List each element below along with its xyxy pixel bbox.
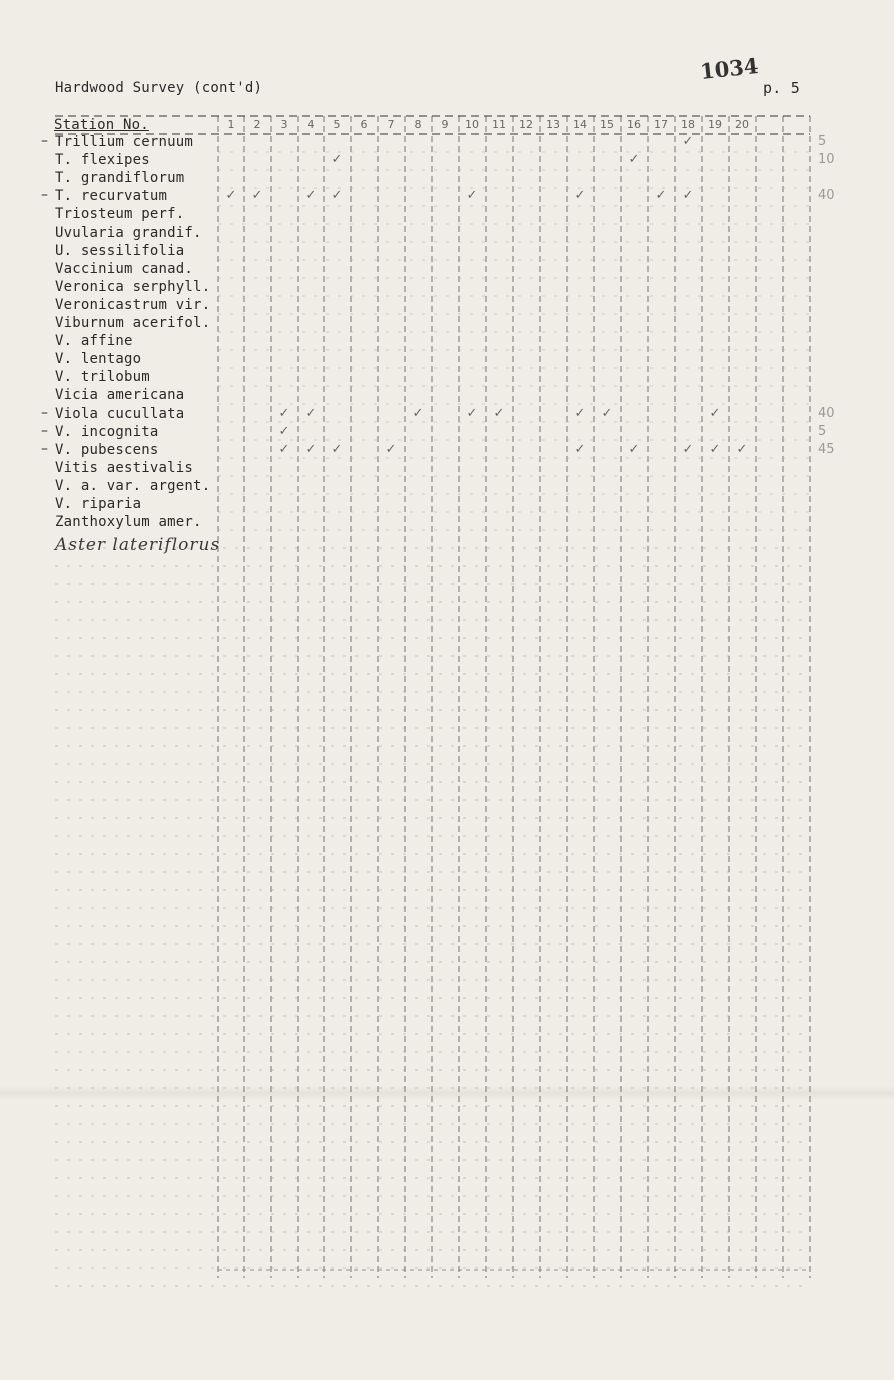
- species-name: V. trilobum: [55, 369, 150, 386]
- reference-number: 1034: [698, 53, 760, 84]
- check-mark-icon: ✓: [305, 405, 317, 421]
- species-name: Uvularia grandif.: [55, 224, 202, 241]
- selection-dash-mark: –: [41, 440, 48, 457]
- station-number: 11: [492, 118, 506, 131]
- check-mark-icon: ✓: [251, 188, 263, 204]
- check-mark-icon: ✓: [412, 405, 424, 421]
- station-number: 17: [654, 118, 668, 131]
- species-name: Viola cucullata: [55, 405, 185, 422]
- species-name: Veronica serphyll.: [55, 278, 211, 295]
- station-number: 5: [333, 118, 341, 131]
- station-number: 13: [546, 118, 560, 131]
- check-mark-icon: ✓: [225, 188, 237, 204]
- station-number: 18: [681, 118, 695, 131]
- station-number: 20: [735, 118, 749, 131]
- page-number: p. 5: [763, 79, 800, 97]
- check-mark-icon: ✓: [278, 441, 290, 457]
- species-name: Triosteum perf.: [55, 206, 185, 223]
- check-mark-icon: ✓: [331, 152, 343, 168]
- station-number: 6: [360, 118, 368, 131]
- station-number: 1: [227, 118, 235, 131]
- species-name: Trillium cernuum: [55, 134, 194, 150]
- check-mark-icon: ✓: [305, 188, 317, 204]
- check-mark-icon: ✓: [709, 441, 721, 457]
- check-mark-icon: ✓: [305, 441, 317, 457]
- handwritten-species: Aster lateriflorus: [55, 535, 221, 555]
- selection-dash-mark: –: [41, 133, 48, 149]
- species-count: 5: [818, 423, 827, 439]
- station-number: 9: [441, 118, 449, 131]
- station-number: 7: [387, 118, 395, 131]
- check-mark-icon: ✓: [574, 441, 586, 457]
- selection-dash-mark: –: [41, 404, 48, 421]
- species-count: 40: [818, 405, 835, 421]
- station-number: 4: [307, 118, 315, 131]
- species-name: Zanthoxylum amer.: [55, 514, 202, 531]
- species-name: T. grandiflorum: [55, 170, 185, 187]
- station-number: 12: [519, 118, 533, 131]
- species-name: U. sessilifolia: [55, 242, 185, 259]
- check-mark-icon: ✓: [385, 441, 397, 457]
- check-mark-icon: ✓: [466, 405, 478, 421]
- species-name: V. incognita: [55, 423, 159, 440]
- species-name: Vicia americana: [55, 387, 185, 404]
- species-name: V. pubescens: [55, 441, 159, 458]
- species-count: 45: [818, 441, 835, 457]
- check-mark-icon: ✓: [682, 134, 694, 149]
- station-label: Station No.: [54, 117, 149, 133]
- species-count: 40: [818, 188, 835, 204]
- check-mark-icon: ✓: [493, 405, 505, 421]
- station-number: 15: [600, 118, 614, 131]
- check-mark-icon: ✓: [466, 188, 478, 204]
- check-mark-icon: ✓: [331, 441, 343, 457]
- species-name: Viburnum acerifol.: [55, 315, 211, 331]
- station-number: 10: [465, 118, 479, 131]
- check-mark-icon: ✓: [682, 441, 694, 457]
- species-name: Vitis aestivalis: [55, 459, 194, 476]
- check-mark-icon: ✓: [628, 152, 640, 168]
- species-name: V. a. var. argent.: [55, 477, 211, 494]
- species-name: T. flexipes: [55, 152, 150, 169]
- species-name: V. lentago: [55, 351, 142, 368]
- species-name: T. recurvatum: [55, 188, 168, 205]
- station-number: 16: [627, 118, 641, 131]
- check-mark-icon: ✓: [278, 405, 290, 421]
- check-mark-icon: ✓: [628, 441, 640, 457]
- station-number: 8: [414, 118, 422, 131]
- station-number: 14: [573, 118, 587, 131]
- selection-dash-mark: –: [41, 187, 48, 204]
- check-mark-icon: ✓: [682, 188, 694, 204]
- species-count: 5: [818, 134, 827, 149]
- species-name: V. riparia: [55, 496, 142, 512]
- species-count: 10: [818, 152, 835, 168]
- check-mark-icon: ✓: [709, 405, 721, 421]
- check-mark-icon: ✓: [655, 188, 667, 204]
- species-name: Vaccinium canad.: [55, 260, 194, 277]
- check-mark-icon: ✓: [331, 188, 343, 204]
- check-mark-icon: ✓: [736, 441, 748, 457]
- check-mark-icon: ✓: [574, 405, 586, 421]
- station-number: 19: [708, 118, 722, 131]
- check-mark-icon: ✓: [574, 188, 586, 204]
- station-number: 3: [280, 118, 288, 131]
- check-mark-icon: ✓: [601, 405, 613, 421]
- species-name: Veronicastrum vir.: [55, 296, 211, 313]
- check-mark-icon: ✓: [278, 423, 290, 439]
- species-name: V. affine: [55, 333, 133, 350]
- selection-dash-mark: –: [41, 422, 48, 439]
- station-number: 2: [253, 118, 261, 131]
- page-title: Hardwood Survey (cont'd): [55, 80, 263, 96]
